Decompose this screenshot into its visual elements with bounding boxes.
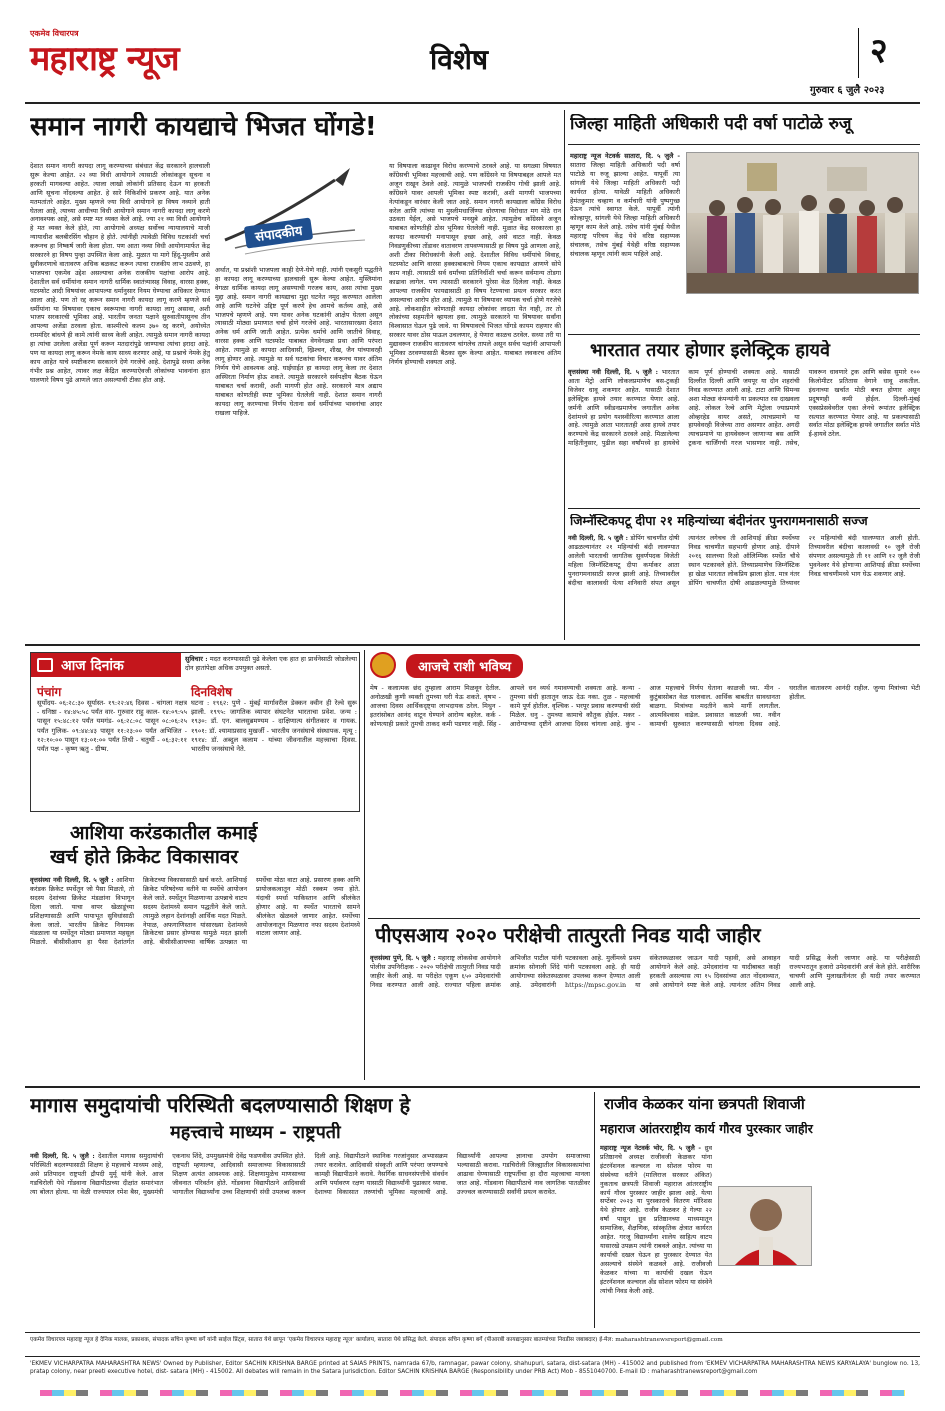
kelkar-headline-2: महाराज आंतरराष्ट्रीय कार्य गौरव पुरस्कार जाहीर	[600, 1122, 813, 1136]
suvichar-label: सुविचार :	[185, 655, 208, 663]
asia-cup-headline-2: खर्च होते क्रिकेट विकासावर	[50, 846, 239, 868]
editorial-col-3: या विषयाला काढावून विरोध करण्याचे ठरवले आहे. या सगळ्या विषयात काँग्रेसची भूमिका महत्त्वाची आहे. पण काँग्रेसने या विषयाबद्दल आपले मत अजून राखून ठेवले आहे. त्यामुळे भाजपची राजकीय गोची झाली आहे. काँग्रेसने यावर आपली भूमिका स्पष्ट करावी, अशी मागणी भाजपच्या नेत्यांकडून वारंवार केली जात आहे. समान नागरी कायद्याला काँग्रेस विरोध करेल आणि त्यांच्या या मुस्लीमधार्जिण्या धोरणाचा विरोधात मग मोठे रान उठवता येईल, असे भाजपचे मनसुबे आहेत. त्यामुळेच काँग्रेसने अजून याबाबत कोणतीही ठोस भूमिका घेतलेली नाही. मुळात केंद्र सरकारला हा कायदा करण्याची मनापासून इच्छा आहे, असे वाटत नाही. केवळ निवडणुकीच्या तोंडावर वातावरण तापवण्यासाठी हा विषय पुढे आणला आहे, अशी टीका विरोधकांनी केली आहे. देशातील विविध धर्मीयांचे विवाह, घटस्फोट आणि वारसा हक्काबाबतचे नियम एकाच कायद्यात आणणे सोपे काम नाही. त्यासाठी सर्व धर्मांच्या प्रतिनिधींशी चर्चा करून सर्वमान्य तोडगा काढावा लागेल. पण त्यासाठी सरकारने पुरेसा वेळ दिलेला नाही. केवळ आपल्या राजकीय फायद्यासाठी हा विषय रेटण्याचा प्रयत्न सरकार करत असल्याचा आरोप होत आहे. त्यामुळे या विषयावर व्यापक चर्चा होणे गरजेचे आहे. लोकशाहीत कोणताही कायदा लोकांवर लादता येत नाही, तर तो लोकांच्या सहमतीने व्हायला हवा. त्यामुळे सरकारने या विषयावर सर्वांना विश्वासात घेऊन पुढे जावे. या विषयावरचे भिजत घोंगडे कायम राहणार की सरकार यावर ठोस पाऊल उचलणार, हे येणारा काळच ठरवेल. सध्या तरी या मुद्यावरून राजकीय वातावरण चांगलेच तापले असून सर्वच पक्षांनी आपापली भूमिका ठरवण्यासाठी बैठका सुरू केल्या आहेत. याबाबत लवकरच अंतिम निर्णय होण्याची शक्यता आहे.	[389, 162, 561, 366]
page-divider	[858, 28, 859, 78]
kelkar-body: ध्रुव प्रतिष्ठानचे अध्यक्ष राजीवजी केळकर यांना इंटरनॅशनल कल्चरल ना सोशल फोरम या संस्थेच्या वतीने (मालिराज सरकार अंकित) नुकताच छत्रपती शिवाजी महाराज आंतरराष्ट्रीय कार्य गौरव पुरस्कार जाहीर झाला आहे. येत्या सप्टेंबर २०२३ या पुरस्काराचे वितरण मॉरिशस येथे होणार आहे. राजीव केळकर हे गेल्या २२ वर्षां पासून ध्रुव प्रतिष्ठानच्या माध्यमातून सामाजिक, शैक्षणिक, सांस्कृतिक क्षेत्रात कार्यरत आहेत. गरजू विद्यार्थ्यांना शालेय साहित्य वाटप यासारखे उपक्रम त्यांनी राबवले आहेत. त्यांच्या या कार्याची दखल घेऊन हा पुरस्कार देण्यात येत असल्याचे संस्थेने कळवले आहे. राजीवजी केळकर यांच्या या कार्याची दखल घेऊन इंटरनॅशनल कल्चरल अँड सोशल फोरम या संस्थेने त्यांची निवड केली आहे.	[600, 1144, 712, 1295]
rashi-title: आजचे राशी भविष्य	[406, 654, 523, 678]
gymnast-dateline: नवी दिल्ली, दि. ५ जुलै :	[568, 534, 628, 542]
color-strip	[40, 1390, 905, 1396]
a2-rule	[568, 144, 920, 145]
masthead-tagline: एकमेव विचारपत्र	[30, 29, 79, 38]
president-body: देशातील मागास समुदायांची परिस्थिती बदलण्यासाठी शिक्षण हे महत्त्वाचे माध्यम आहे, असे प्रतिपादन राष्ट्रपती द्रौपदी मुर्मू यांनी केले. आज गडचिरोली येथे गोंडवाना विद्यापीठाच्या दीक्षांत समारंभात त्या बोलत होत्या. या वेळी राज्यपाल रमेश बैस, मुख्यमंत्री एकनाथ शिंदे, उपमुख्यमंत्री देवेंद्र फडणवीस उपस्थित होते. राष्ट्रपती म्हणाल्या, आदिवासी समाजाच्या विकासासाठी शिक्षण अत्यंत आवश्यक आहे. शिक्षणामुळेच माणसाच्या जीवनात परिवर्तन होते. गोंडवाना विद्यापीठाने आदिवासी भागातील विद्यार्थ्यांना उच्च शिक्षणाची संधी उपलब्ध करून दिली आहे. विद्यापीठाने स्थानिक गरजांनुसार अभ्यासक्रम तयार करावेत. आदिवासी संस्कृती आणि परंपरा जपण्याचे कामही विद्यापीठाने करावे. नैसर्गिक साधनसंपत्तीचे संवर्धन आणि पर्यावरण रक्षण यासाठी विद्यार्थ्यांनी पुढाकार घ्यावा. देशाच्या विकासात तरुणांची भूमिका महत्त्वाची आहे. विद्यार्थ्यांनी आपल्या ज्ञानाचा उपयोग समाजाच्या भल्यासाठी करावा. गडचिरोली जिल्ह्यातील विकासकामांचा आढावा घेण्यासाठी राष्ट्रपतींचा हा दौरा महत्त्वाचा मानला जात आहे. गोंडवाना विद्यापीठाचे नाव जागतिक पातळीवर उज्ज्वल करण्यासाठी सर्वांनी प्रयत्न करावेत.	[30, 1152, 590, 1196]
mid-rule-3	[25, 1086, 920, 1088]
suvichar	[185, 655, 357, 679]
psi-headline: पीएसआय २०२० परीक्षेची तात्पुरती निवड यादी जाहीर	[375, 924, 761, 947]
panchang-box	[30, 652, 360, 812]
editorial-badge	[215, 160, 371, 262]
kelkar-text-right	[818, 1144, 920, 1328]
masthead-rule	[25, 102, 920, 104]
section-title: विशेष	[430, 43, 489, 76]
sun-icon	[370, 652, 396, 678]
footer-rule	[25, 1332, 920, 1333]
asia-cup-headline-1: आशिया करंडकातील कमाई	[70, 822, 258, 844]
masthead	[30, 28, 915, 96]
panchang-subtitle: पंचांग	[37, 685, 62, 699]
editorial-col-2: अर्थात, या प्रश्नांशी भाजपला काही देणे-घेणे नाही. त्यांनी एकसुरी पद्धतीने हा कायदा लागू करण्याच्या हालचाली सुरू केल्या आहेत. मुस्लिमांना वेगळा धार्मिक कायदा लागू असण्याची गरजच काय, असा त्यांचा मुख्य मुद्दा आहे. समान नागरी कायद्याचा मुद्दा घटनेत नमूद करण्यात आलेला आहे आणि घटनेचे उद्दिष्ट पूर्ण करणे हेच आमचे कर्तव्य आहे, असे भाजपचे म्हणणे आहे. पण यावर अनेक घटकांनी आक्षेप घेतला असून त्यासाठी मोठ्या प्रमाणात चर्चा होणे गरजेचे आहे. भारतासारख्या देशात अनेक धर्म आणि जाती आहेत. प्रत्येक धर्माचे आणि जातीचे विवाह, वारसा हक्क आणि घटस्फोट याबाबत वेगवेगळ्या प्रथा आणि परंपरा आहेत. त्यामुळे हा कायदा आदिवासी, ख्रिश्चन, शीख, जैन यांच्यावरही लागू होणार आहे. त्यामुळे या सर्व घटकांचा विचार करूनच यावर अंतिम निर्णय घेणे आवश्यक आहे. घाईघाईत हा कायदा लागू केला तर देशात अस्थिरता निर्माण होऊ शकते. त्यामुळे सरकारने सर्वपक्षीय बैठक घेऊन याबाबत चर्चा करावी, अशी मागणी होत आहे. सरकारने मात्र अद्याप याबाबत कोणतीही स्पष्ट भूमिका घेतलेली नाही. देशात समान नागरी कायदा लागू करण्याचा निर्णय घेताना सर्व धर्मीयांच्या भावनांचा आदर राखला पाहिजे.	[215, 266, 382, 417]
page-number: २	[870, 31, 888, 71]
footer-english: 'EKMEV VICHARPATRA MAHARASHTRA NEWS' Owned by Publisher, Editor SACHIN KRISHNA BARGE printed at SAIAS PRINTS, namrada 67/b, ramnagar, pawar colony, shahupuri, satara, dist-satara (MH) - 415002 and published from 'EKMEV VICHARPATRA MAHARASHTRA NEWS KARYALAYA' bunglow no. 13, pratap colony, near preeti executive hotel, dist- satara (MH) - 415002. All debates will remain in the Satara jurisdiction. Editor SACHIN KRISHNA BARGE (Responsibility under PRB Act) Mob - 8551040700. E-mail ID : maharashtranewsreport@gmail.com	[30, 1361, 920, 1375]
dinvishesh-title: दिनविशेष	[191, 685, 233, 699]
gymnast-headline: जिम्नॅस्टिकपटू दीपा २१ महिन्यांच्या बंदीनंतर पुनरागमनासाठी सज्ज	[570, 514, 868, 528]
vertical-rule-mid	[364, 650, 365, 1080]
electric-highway-body: भारतात आता मेट्रो आणि लोकलप्रमाणेच बस-ट्रकही विजेवर धावू शकणार आहेत. यासाठी देशात इलेक्ट्रिक हायवे तयार करण्यात येणार आहे. जर्मनी आणि स्वीडनप्रमाणेच जगातील अनेक देशांमध्ये हा प्रयोग यशस्वीरित्या करण्यात आला आहे. त्यामुळे आता भारतातही असा हायवे तयार करण्याचे केंद्र सरकारने ठरवले आहे. मिळालेल्या माहितीनुसार, पुढील सहा वर्षांमध्ये हा हायवेचे काम पूर्ण होण्याची शक्यता आहे. यासाठी दिल्लीत दिल्ली आणि जयपूर या दोन शहरांची निवड करण्यात आली आहे. टाटा आणि सिमन्स अशा मोठ्या कंपन्यांनी या प्रकल्पात रस दाखवला आहे. लोकल रेल्वे आणि मेट्रोला ज्याप्रमाणे ओव्हरहेड वायर असते, त्याचप्रमाणे या हायवेवरही विजेच्या तारा असणार आहेत. अगदी त्याचप्रमाणे या हायवेवरून जाणाऱ्या बस आणि ट्रकना चार्जिंगची गरज भासणार नाही. तसेच, यावरून धावणारे ट्रक आणि बसेस सुमारे १०० किलोमीटर प्रतितास वेगाने धावू शकतील. इंधनाच्या खर्चात मोठी बचत होणार असून प्रदूषणही कमी होईल. दिल्ली-मुंबई एक्सप्रेसवेवरील एका लेनचे रूपांतर इलेक्ट्रिक रस्त्यात करण्यात येणार आहे. या प्रकल्पासाठी सर्वात मोठा इलेक्ट्रिक हायवे जगातील सर्वात मोठे ई-हायवे ठरेल.	[568, 368, 920, 448]
masthead-name: महाराष्ट्र न्यूज	[30, 39, 179, 79]
electric-highway-headline: भारतात तयार होणार इलेक्ट्रिक हायवे	[590, 340, 830, 361]
electric-highway-dateline: वृत्तसंस्था नवी दिल्ली, दि. ५ जुलै :	[568, 368, 659, 376]
gymnast-text	[568, 534, 920, 634]
vertical-rule-right	[564, 110, 565, 640]
psi-dateline: वृत्तसंस्था पुणे, दि. ५ जुलै :	[370, 954, 436, 962]
a2-bottom-rule	[568, 334, 920, 335]
kelkar-dateline: महाराष्ट्र न्यूज नेटवर्क भोर, दि. ५ जुलै -	[600, 1144, 702, 1152]
dinvishesh-text: घटना : १९६२: पुणे - मुंबई मार्गावरील डेक्कन क्वीन ही रेल्वे सुरू झाली. १९९५: जागतिक व्यापार संघटनेत भारताचा प्रवेश. जन्म : १९३०: डॉ. एन. बालसुब्रमण्यम - दाक्षिणात्य संगीतकार व गायक. १९०१: डॉ. श्यामाप्रसाद मुखर्जी - भारतीय जनसंघाचे संस्थापक. मृत्यू : १९१४: डॉ. अब्दुल कलाम - यांच्या जीवनातील महत्त्वाचा दिवस. भारतीय जनसंघाचे नेते.	[191, 699, 357, 754]
mid-rule-2	[368, 918, 920, 919]
district-officer-text	[570, 152, 680, 332]
a3-bottom-rule	[568, 508, 920, 509]
kelkar-photo	[718, 1186, 812, 1266]
issue-date: गुरुवार ६ जुलै २०२३	[810, 85, 885, 96]
rashi-header	[370, 652, 920, 680]
panchang-header	[31, 653, 181, 677]
psi-text	[370, 954, 920, 1080]
psi-body: महाराष्ट्र लोकसेवा आयोगाने पोलीस उपनिरीक्षक - २०२० परीक्षेची तात्पुरती निवड यादी जाहीर केली आहे. या परीक्षेत एकूण ६५० उमेदवारांची निवड करण्यात आली आहे. राज्यात पहिला क्रमांक अभिजीत पाटील यांनी पटकावला आहे. मुलींमध्ये प्रथम क्रमांक सोनाली शिंदे यांनी पटकावला आहे. ही यादी आयोगाच्या संकेतस्थळावर उपलब्ध करून देण्यात आली आहे. उमेदवारांनी https://mpsc.gov.in या संकेतस्थळावर जाऊन यादी पहावी, असे आवाहन आयोगाने केले आहे. उमेदवारांना या यादीबाबत काही हरकती असल्यास त्या १५ दिवसांच्या आत नोंदवाव्यात, असे आयोगाने स्पष्ट केले आहे. त्यानंतर अंतिम निवड यादी प्रसिद्ध केली जाणार आहे. या परीक्षेसाठी राज्यभरातून हजारो उमेदवारांनी अर्ज केले होते. शारीरिक चाचणी आणि मुलाखतीनंतर ही यादी तयार करण्यात आली आहे.	[370, 954, 920, 989]
district-officer-body: सातारा जिल्हा माहिती अधिकारी पदी वर्षा पाटोळे या रुजू झाल्या आहेत. यापूर्वी त्या सांगली येथे जिल्हा माहिती अधिकारी पदी कार्यरत होत्या. यावेळी माहिती अधिकारी हेमंतकुमार चव्हाण व कर्मचारी यांनी पुष्पगुच्छ देऊन त्यांचे स्वागत केले. यापूर्वी त्यांनी कोल्हापूर, सांगली येथे जिल्हा माहिती अधिकारी म्हणून काम केले आहे. तसेच यांनी मुंबई येथील महाराष्ट्र परिचय केंद्र येथे वरिष्ठ सहाय्यक संचालक, तसेच मुंबई येथेही वरिष्ठ सहाय्यक संचालक म्हणून त्यांनी काम पाहिले आहे.	[570, 160, 680, 258]
district-officer-caption	[686, 298, 919, 332]
district-officer-dateline: महाराष्ट्र न्यूज नेटवर्क सातारा, दि. ५ जुलै -	[570, 152, 680, 160]
editorial-col-1: देशात समान नागरी कायदा लागू करण्याच्या संबंधात केंद्र सरकारने हालचाली सुरू केल्या आहेत. २२ व्या विधी आयोगाने त्यासाठी लोकांकडून सूचना व हरकती मागवल्या आहेत. त्याला लाखो लोकांनी प्रतिसाद देऊन या हरकती आणि सूचना नोंदवल्या आहेत. हे सारे निकिशीचे प्रकरण आहे. यात अनेक मतमतांतरे आहेत. मुख्य म्हणजे ज्या विधी आयोगाने हा विषय नव्याने हाती घेतला आहे, त्याच्या आधीच्या विधी आयोगाने समान नागरी कायदा लागू करणे अनावश्यक आहे, असे स्पष्ट मत व्यक्त केले आहे. ज्या २१ व्या विधी आयोगाने हे मत व्यक्त केले होते, त्या आयोगाचे अध्यक्ष सर्वोच्च न्यायालयाचे माजी न्यायाधीश बलबीरसिंग चौहान हे होते. त्यांनीही त्यावेळी विविध घटकांशी चर्चा करूनच हा निष्कर्ष जारी केला होता. पण आता नव्या विधी आयोगामार्फत केंद्र सरकारने हा विषय पुन्हा उपस्थित केला आहे. मुळात या मागे हिंदू-मुस्लीम असे ध्रुवीकरणाचे वातावरण अधिक बळकट करून त्याचा राजकीय लाभ उठवणे, हा भाजपचा एकमेव उद्देश असल्याचा अनेक राजकीय पक्षांचा आरोप आहे. देशातील सर्व धर्मीयांना समान नागरी धार्मिक स्वातंत्र्यासह विवाह, वारसा हक्क, घटस्फोट आदी विषयांवर आपापल्या धर्मानुसार नियम घेण्याचा अधिकार देण्यात आला आहे. पण तो रद्द करून समान नागरी कायदा लागू करणे म्हणजे सर्व धर्मीयांना या विषयावर एकाच स्वरूपाचा नागरी कायदा लागू असावा, अशी भाजप सरकारची भूमिका आहे. भारतीय जनता पक्षाने सुरुवातीपासूनच तीन आपल्या अजेंडा ठरवला होता. काश्मीरचे कलम ३७० रद्द करणे, अयोध्येत राममंदिर बांधणे ही कामे त्यांनी साध्य केली आहेत. त्यामुळे समान नागरी कायदा हा त्यांचा उरलेला अजेंडा पूर्ण करून मतदारांपुढे जाण्याचा त्यांचा इरादा आहे. पण या कायदा लागू करून नेमके काय साध्य करणार आहे, या प्रश्नाचे नेमके हेतु काय आहेत याचे स्पष्टीकरण सरकारने देणे गरजेचे आहे. देशापुढे सध्या अनेक गंभीर प्रश्न आहेत, त्यावर लक्ष केंद्रित करण्याऐवजी लोकांच्या भावनांना हात घालणारे विषय पुढे आणले जात असल्याची टीका होत आहे.	[30, 162, 210, 384]
president-text	[30, 1152, 590, 1328]
editorial-badge-label: संपादकीय	[244, 217, 314, 248]
calendar-icon	[37, 658, 53, 672]
gymnast-body: डोपिंग चाचणीत दोषी आढळल्यानंतर २१ महिन्यांची बंदी लावण्यात आलेली भारताची जागतिक सुवर्णपदक विजेती महिला जिम्नॅस्टिकपटू दीपा कर्माकर आता पुनरागमनासाठी सज्ज झाली आहे. तिच्यावरील बंदीचा कालावधी येत्या शनिवारी संपत असून त्यानंतर लगेचच ती आशियाई क्रीडा स्पर्धेच्या निवड चाचणीत सहभागी होणार आहे. दीपाने २०१६ सालच्या रिओ ऑलिम्पिक स्पर्धेत चौथे स्थान पटकावले होते. तिच्याप्रमाणेच जिम्नॅस्टिक हा खेळ भारतात लोकप्रिय झाला होता. मात्र नंतर डोपिंग चाचणीत दोषी आढळल्यामुळे तिच्यावर २१ महिन्यांची बंदी घालण्यात आली होती. तिच्यावरील बंदीचा कालावधी १० जुलै रोजी संपणार असल्यामुळे ती ११ आणि १२ जुलै रोजी भुवनेश्वर येथे होणाऱ्या आशियाई क्रीडा स्पर्धेच्या निवड चाचणीमध्ये भाग घेऊ शकणार आहे.	[568, 534, 920, 587]
president-dateline: नवी दिल्ली, दि. ५ जुलै :	[30, 1152, 95, 1160]
asia-cup-dateline: वृत्तसंस्था नवी दिल्ली, दि. ५ जुलै :	[30, 876, 114, 884]
vertical-rule-bottom	[594, 1092, 595, 1328]
panchang-text: सूर्योदय- ०६:२८:३० सूर्यास्त- १९:२२:४६ दिवस - चांगला नक्षत्र - धनिष्ठा - १४:४५:५८ पर्यंत वार- गुरुवार राहु काल- १४:०९:५५ पासून १५:४८:१२ पर्यंत यमगंड- ०६:२८:०८ पासून ०८:०६:२५ पर्यंत गुलिक- ०९:४४:४३ पासून ११:२३:०० पर्यंत अभिजित - १२:१०:०० पासून १३:०१:०० पर्यंत तिथी - चतुर्थी - ०६:३२:११ पर्यंत पक्ष - कृष्ण ऋतु - ग्रीष्म.	[37, 699, 187, 754]
portrait-icon	[719, 1187, 812, 1266]
president-headline-1: मागास समुदायांची परिस्थिती बदलण्यासाठी शिक्षण हे	[30, 1094, 411, 1117]
mid-rule-1	[25, 644, 920, 646]
footer-rule-2	[25, 1356, 920, 1357]
editorial-headline: समान नागरी कायद्याचे भिजत घोंगडे!	[30, 112, 377, 142]
asia-cup-text	[30, 876, 360, 1080]
kelkar-text-left	[600, 1144, 712, 1328]
electric-highway-text	[568, 368, 920, 503]
asia-cup-body: आशिया करंडक क्रिकेट स्पर्धेतून जो पैसा मिळतो, तो सदस्य देशांच्या क्रिकेट मंडळांना विभागून दिला जातो. याचा वापर खेळाडूंच्या प्रशिक्षणासाठी आणि पायाभूत सुविधांसाठी केला जातो. भारतीय क्रिकेट नियामक मंडळाला या स्पर्धेतून मोठ्या प्रमाणात महसूल मिळतो. बीसीसीआय हा पैसा देशांतर्गत क्रिकेटच्या विकासासाठी खर्च करते. आशियाई क्रिकेट परिषदेच्या वतीने या स्पर्धेचे आयोजन केले जाते. स्पर्धेतून मिळणाऱ्या उत्पन्नाचे वाटप सदस्य देशांमध्ये समान पद्धतीने केले जाते. त्यामुळे लहान देशांनाही आर्थिक मदत मिळते. नेपाळ, अफगाणिस्तान यांसारख्या देशांमध्ये क्रिकेटचा प्रसार होण्यास यामुळे मदत झाली आहे. बीसीसीआयच्या वार्षिक उत्पन्नात या स्पर्धेचा मोठा वाटा आहे. प्रसारण हक्क आणि प्रायोजकत्वातून मोठी रक्कम जमा होते. यंदाची स्पर्धा पाकिस्तान आणि श्रीलंकेत होणार आहे. या स्पर्धेत भारताचे सामने श्रीलंकेत खेळवले जाणार आहेत. स्पर्धेच्या आयोजनातून मिळणारा नफा सदस्य देशांमध्ये वाटला जाणार आहे.	[30, 876, 360, 947]
suvichar-text: मदत करण्यासाठी पुढे केलेला एक हात हा प्रार्थनेसाठी जोडलेल्या दोन हातांपेक्षा अधिक उपयुक्त असतो.	[185, 655, 357, 672]
president-headline-2: महत्त्वाचे माध्यम - राष्ट्रपती	[170, 1122, 341, 1143]
kelkar-headline-1: राजीव केळकर यांना छत्रपती शिवाजी	[604, 1096, 805, 1113]
people-group-icon	[687, 153, 919, 294]
footer-marathi: एकमेव विचारपत्र महाराष्ट्र न्यूज हे दैनिक मालक, प्रकाशक, संपादक सचिन कृष्णा बर्गे यांनी साईज प्रिंट्स, सातारा येथे छापून ‘एकमेव विचारपत्र महाराष्ट्र न्यूज’ कार्यालय, सातारा येथे प्रसिद्ध केले. संपादक सचिन कृष्णा बर्गे (पीआरबी कायद्यानुसार बातम्यांच्या निवडीस जबाबदार) ई-मेल: maharashtranewsreport@gmail.com	[30, 1337, 723, 1343]
district-officer-photo	[686, 152, 919, 294]
district-officer-headline: जिल्हा माहिती अधिकारी पदी वर्षा पाटोळे रुजू	[570, 114, 852, 134]
rashi-text: मेष - कलात्मक छंद तुम्हाला आराम मिळवून देतील. अनोळखी कुणी व्यक्ती तुमच्या घरी येऊ शकते. वृषभ - आजचा दिवस आर्थिकदृष्ट्या लाभदायक ठरेल. मिथुन - इतरांसोबत आनंद वाटून घेण्याने आरोग्य बहरेल. कर्क - कोणत्याही प्रकारे तुमची ताकद कमी पडणार नाही. सिंह - आपले धन व्यर्थ गमावण्याची शक्यता आहे. कन्या - तुमच्या संधी हातातून जाऊ देऊ नका. तुळ - महत्त्वाची कामे पूर्ण होतील. वृश्चिक - भरपूर प्रवास करण्याची संधी मिळेल. धनु - तुमच्या कामाचे कौतुक होईल. मकर - आरोग्याच्या दृष्टीने आजचा दिवस चांगला आहे. कुंभ - आज महत्त्वाचे निर्णय घेताना काळजी घ्या. मीन - कुटुंबासोबत वेळ घालवाल. आर्थिक बाबतीत सावधानता बाळगा. मित्रांच्या मदतीने कामे मार्गी लागतील. आत्मविश्वास वाढेल. प्रवासात काळजी घ्या. नवीन कामाची सुरुवात करण्यासाठी चांगला दिवस आहे. घरातील वातावरण आनंदी राहील. जुन्या मित्रांच्या भेटी होतील.	[370, 684, 920, 728]
panchang-title: आज दिनांक	[61, 658, 124, 674]
pen-icon	[215, 160, 371, 262]
